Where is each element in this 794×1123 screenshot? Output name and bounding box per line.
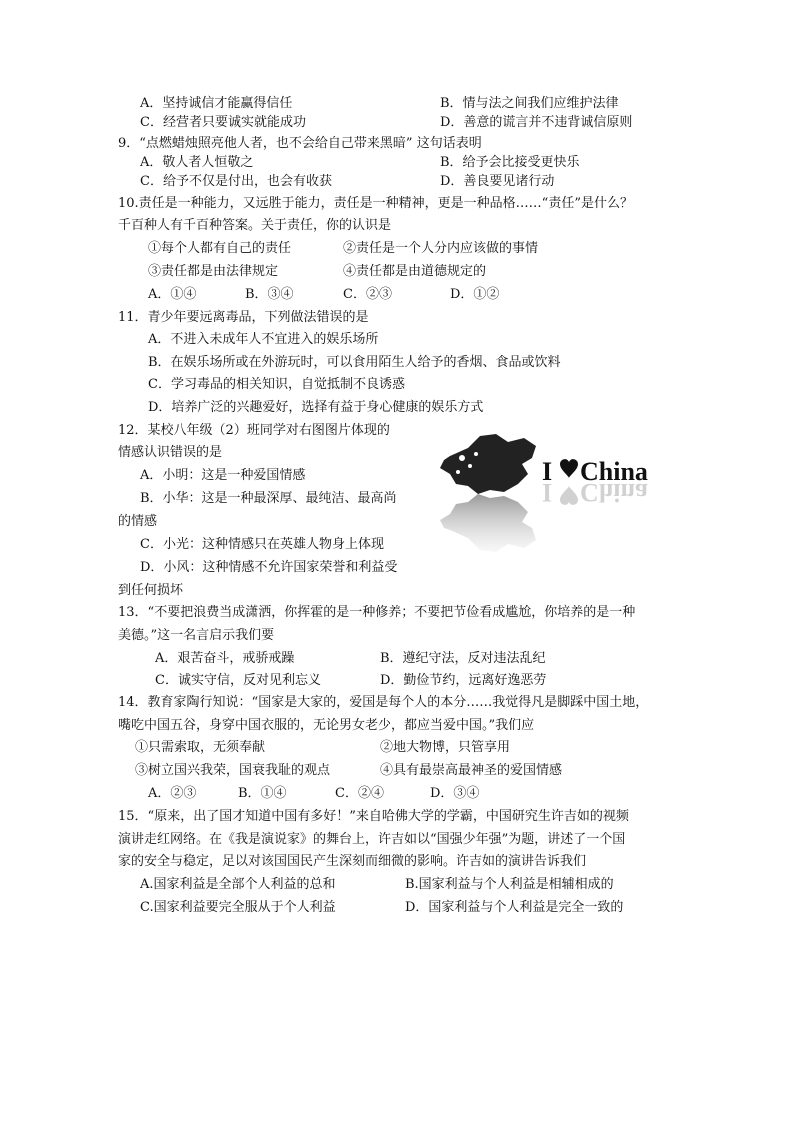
q13-option-b: B．遵纪守法，反对违法乱纪	[380, 651, 546, 666]
q13-stem-line1: 13．“不要把浪费当成潇洒，你挥霍的是一种修养；不要把节俭看成尴尬，你培养的是一种	[118, 605, 636, 620]
q8-option-b: B．情与法之间我们应维护法律	[440, 96, 619, 111]
q8-option-a: A．坚持诚信才能赢得信任	[140, 96, 293, 111]
svg-text:I: I	[542, 457, 553, 486]
q14-stem-line1: 14．教育家陶行知说：“国家是大家的，爱国是每个人的本分……我觉得凡是脚踩中国土地，	[118, 695, 649, 710]
q9-option-b: B．给予会比接受更快乐	[440, 155, 580, 170]
q12-option-b-line1: B．小华：这是一种最深厚、最纯洁、最高尚	[140, 491, 397, 506]
q9-stem: 9．“点燃蜡烛照亮他人者，也不会给自己带来黑暗” 这句话表明	[118, 136, 482, 151]
q14-option-a: A．②③	[148, 786, 197, 801]
q14-option-b: B．①④	[238, 786, 287, 801]
q12-stem-line2: 情感认识错误的是	[118, 445, 223, 460]
q8-option-c: C．经营者只要诚实就能成功	[140, 115, 306, 130]
q15-stem-line3: 家的安全与稳定，足以对该国国民产生深刻而细微的影响。许吉如的演讲告诉我们	[118, 854, 587, 869]
q13-stem-line2: 美德。”这一名言启示我们要	[118, 628, 275, 643]
q9-option-c: C．给予不仅是付出，也会有收获	[140, 174, 332, 189]
q12-stem-line1: 12．某校八年级（2）班同学对右图图片体现的	[118, 423, 390, 438]
svg-text:I: I	[542, 478, 553, 507]
q11-option-a: A．不进入未成年人不宜进入的娱乐场所	[148, 332, 379, 347]
q14-option-c: C．②④	[335, 786, 384, 801]
q12-option-c: C．小光：这种情感只在英雄人物身上体现	[140, 537, 384, 552]
q14-statement-4: ④具有最崇高最神圣的爱国情感	[380, 763, 563, 778]
q8-option-d: D．善意的谎言并不违背诚信原则	[440, 115, 633, 130]
q9-option-d: D．善良要见诸行动	[440, 174, 555, 189]
q10-statement-4: ④责任都是由道德规定的	[343, 264, 487, 279]
china-map-icon	[420, 428, 678, 554]
q10-stem-line1: 10.责任是一种能力，又远胜于能力，责任是一种精神，更是一种品格……“责任”是什么？	[118, 196, 633, 211]
q15-option-c: C.国家利益要完全服从于个人利益	[140, 900, 336, 915]
q12-option-a: A．小明：这是一种爱国情感	[140, 468, 306, 483]
q11-stem: 11．青少年要远离毒品，下列做法错误的是	[118, 310, 369, 325]
q15-option-a: A.国家利益是全部个人利益的总和	[140, 877, 336, 892]
q12-option-d-line1: D．小风：这种情感不允许国家荣誉和利益受	[140, 560, 398, 575]
q10-option-c: C．②③	[343, 287, 392, 302]
q11-option-c: C．学习毒品的相关知识，自觉抵制不良诱惑	[148, 377, 405, 392]
q10-option-d: D．①②	[450, 287, 500, 302]
q12-option-d-line2: 到任何损坏	[118, 583, 184, 598]
svg-text:China: China	[580, 478, 648, 507]
q10-option-b: B．③④	[245, 287, 294, 302]
q13-option-a: A．艰苦奋斗，戒骄戒躁	[155, 651, 295, 666]
q10-stem-line2: 千百种人有千百种答案。关于责任，你的认识是	[118, 218, 392, 233]
q13-option-c: C．诚实守信，反对见利忘义	[155, 673, 321, 688]
i-love-china-image	[420, 428, 678, 554]
q14-statement-3: ③树立国兴我荣，国衰我耻的观点	[135, 763, 331, 778]
q15-option-d: D．国家利益与个人利益是完全一致的	[405, 900, 624, 915]
q13-option-d: D．勤俭节约，远离好逸恶劳	[380, 673, 547, 688]
q10-statement-2: ②责任是一个人分内应该做的事情	[343, 241, 539, 256]
q11-option-b: B．在娱乐场所或在外游玩时，可以食用陌生人给予的香烟、食品或饮料	[148, 355, 561, 370]
q10-option-a: A．①④	[148, 287, 197, 302]
q9-option-a: A．敬人者人恒敬之	[140, 155, 254, 170]
q14-stem-line2: 嘴吃中国五谷，身穿中国衣服的，无论男女老少，都应当爱中国。”我们应	[118, 718, 535, 733]
q12-option-b-line2: 的情感	[118, 514, 158, 529]
china-word: China	[580, 457, 648, 486]
q14-statement-2: ②地大物博，只管享用	[380, 740, 511, 755]
q15-stem-line2: 演讲走红网络。在《我是演说家》的舞台上，许吉如以“国强少年强”为题，讲述了一个国	[118, 832, 626, 847]
q14-option-d: D．③④	[430, 786, 480, 801]
q15-option-b: B.国家利益与个人利益是相辅相成的	[405, 877, 614, 892]
q10-statement-1: ①每个人都有自己的责任	[148, 241, 292, 256]
q11-option-d: D．培养广泛的兴趣爱好，选择有益于身心健康的娱乐方式	[148, 400, 484, 415]
q10-statement-3: ③责任都是由法律规定	[148, 264, 279, 279]
q15-stem-line1: 15．“原来，出了国才知道中国有多好！”来自哈佛大学的学霸，中国研究生许吉如的视频	[118, 809, 629, 824]
q14-statement-1: ①只需索取，无须奉献	[135, 740, 266, 755]
